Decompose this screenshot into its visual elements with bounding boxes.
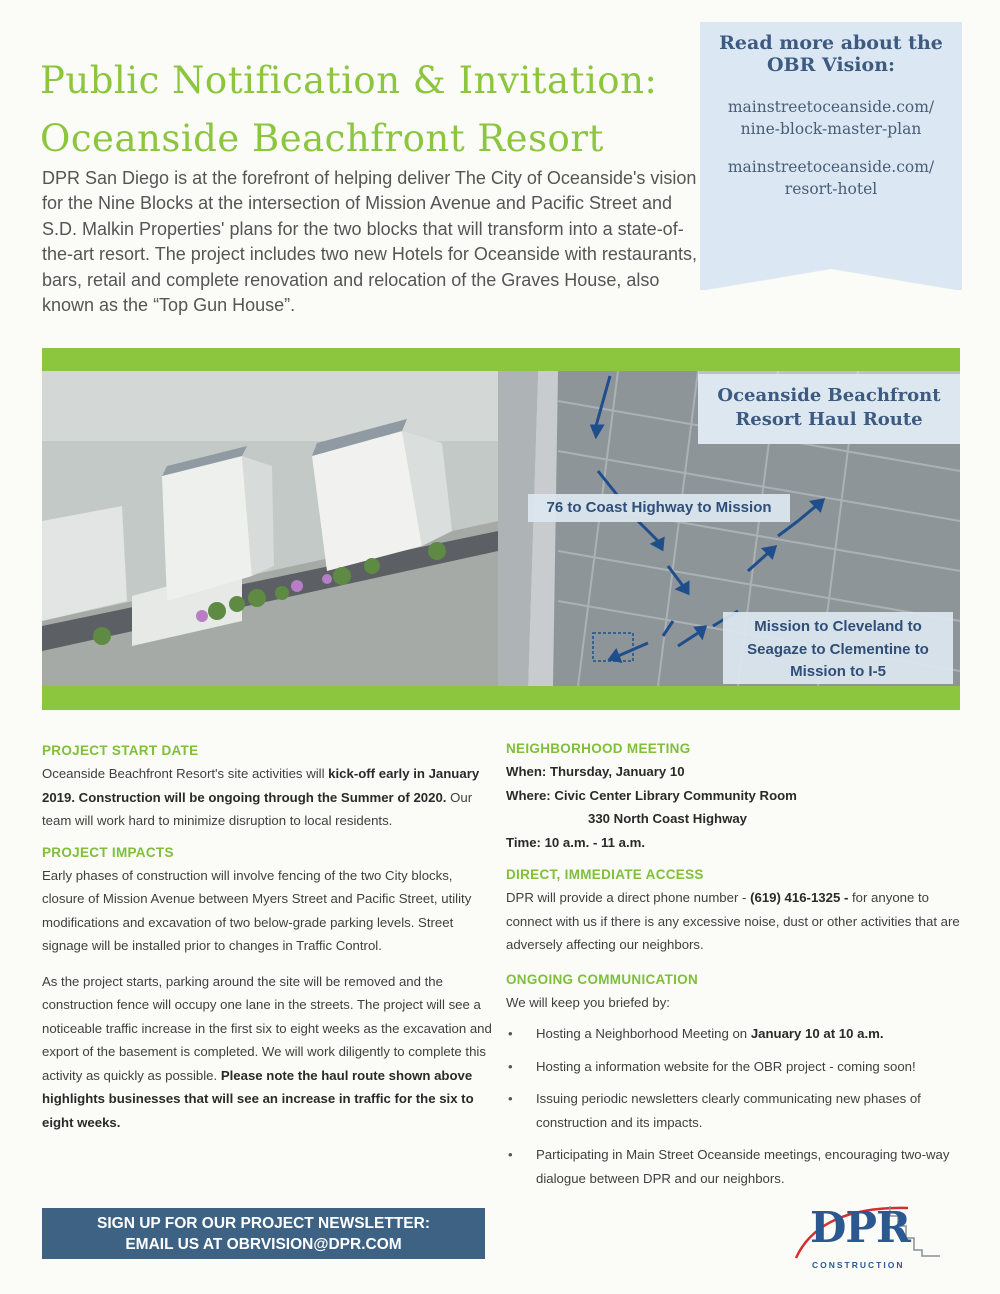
- right-column: [506, 738, 966, 1190]
- impacts-p2-bold: Please note the haul route shown above highlights businesses that will see an increase in traffic for the six to eight weeks.: [42, 1067, 474, 1130]
- bullet1-bold: January 10 at 10 a.m.: [750, 1026, 884, 1041]
- ongoing-communication-heading: ONGOING COMMUNICATION: [506, 971, 699, 987]
- bullet-item: • Participating in Main Street Oceanside meetings, encouraging two-way dialogue between DPR and our neighbors.: [506, 1143, 966, 1190]
- signup-line-2: EMAIL US AT OBRVISION@DPR.COM: [125, 1236, 402, 1253]
- link-resort-hotel-line1[interactable]: mainstreetoceanside.com/: [727, 158, 935, 176]
- project-start-heading: PROJECT START DATE: [42, 743, 199, 758]
- bullet1-text: Hosting a Neighborhood Meeting on: [536, 1026, 751, 1041]
- impacts-p2-text: As the project starts, parking around the site will be removed and the construction fence will occupy one lane in the streets. The project will see a noticeable traffic increase in the first six to eight weeks as the excavation and export of the basement is completed. We will work diligently to complete this activity as quickly as possible.: [42, 973, 492, 1083]
- meeting-time: Time: 10 a.m. - 11 a.m.: [506, 834, 646, 850]
- access-text-2: for anyone to connect with us if there is any excessive noise, dust or other activities that are adversely affecting our neighbors.: [506, 890, 960, 952]
- direct-access-heading: DIRECT, IMMEDIATE ACCESS: [506, 867, 704, 882]
- direct-access-text: [506, 886, 966, 957]
- dpr-logo-mark: DPR: [810, 1203, 910, 1252]
- access-text-1: DPR will provide a direct phone number -: [506, 890, 751, 905]
- haul-route-title: Oceanside Beachfront Resort Haul Route: [698, 374, 960, 444]
- communication-intro: We will keep you briefed by:: [506, 994, 670, 1010]
- neighborhood-meeting-heading: NEIGHBORHOOD MEETING: [506, 741, 691, 756]
- start-text-2: Our team will work hard to minimize disruption to local residents.: [42, 789, 473, 828]
- impacts-paragraph-1: Early phases of construction will involve fencing of the two City blocks, closure of Mission Avenue between Myers Street and Pacific Street, utility modifications and excavation of two below-grade parking levels. Street signage will be installed prior to changes in Traffic Control.: [42, 867, 472, 953]
- access-phone: (619) 416-1325 -: [750, 890, 849, 905]
- resort-rendering-illustration: [42, 371, 498, 686]
- link-nine-block-line1[interactable]: mainstreetoceanside.com/: [727, 98, 935, 116]
- start-text-bold: kick-off early in January 2019. Construction will be ongoing through the Summer of 2020.: [42, 766, 480, 805]
- dpr-logo-subtitle: CONSTRUCTION: [812, 1260, 905, 1270]
- bullet-item: • Hosting a information website for the OBR project - coming soon!: [506, 1055, 966, 1079]
- page-title: [40, 52, 700, 168]
- left-column: [42, 740, 492, 1134]
- title-line-1: Public Notification & Invitation:: [40, 59, 658, 102]
- route-label-inbound: 76 to Coast Highway to Mission: [528, 494, 790, 522]
- meeting-where: Where: Civic Center Library Community Room: [506, 787, 797, 803]
- link-nine-block-line2[interactable]: nine-block-master-plan: [740, 120, 922, 138]
- bullet-item: [506, 1022, 966, 1046]
- signup-line-1: SIGN UP FOR OUR PROJECT NEWSLETTER:: [97, 1215, 430, 1232]
- meeting-address: 330 North Coast Highway: [588, 811, 748, 826]
- project-start-text: [42, 762, 492, 833]
- project-impacts-heading: PROJECT IMPACTS: [42, 844, 174, 860]
- route-label-outbound: Mission to Cleveland to Seagaze to Clementine to Mission to I-5: [723, 612, 953, 684]
- meeting-when: When: Thursday, January 10: [506, 764, 685, 779]
- read-more-heading: Read more about the OBR Vision:: [719, 32, 943, 76]
- bullet-item: • Issuing periodic newsletters clearly communicating new phases of construction and its impacts.: [506, 1087, 966, 1134]
- impacts-paragraph-2: [42, 970, 492, 1135]
- read-more-box: [700, 22, 962, 290]
- newsletter-signup-banner[interactable]: [42, 1208, 485, 1259]
- intro-paragraph: DPR San Diego is at the forefront of helping deliver The City of Oceanside's vision for the Nine Blocks at the intersection of Mission Avenue and Pacific Street and S.D. Malkin Properties' plans for the two blocks that will transform into a state-of-the-art resort. The project includes two new Hotels for Oceanside with restaurants, bars, retail and complete renovation and relocation of the Graves House, also known as the “Top Gun House”.: [42, 168, 697, 316]
- start-text-1: Oceanside Beachfront Resort's site activities will: [42, 766, 329, 781]
- resort-rendering-image: [42, 371, 498, 686]
- link-resort-hotel-line2[interactable]: resort-hotel: [784, 180, 878, 198]
- title-line-2: Oceanside Beachfront Resort: [40, 117, 604, 160]
